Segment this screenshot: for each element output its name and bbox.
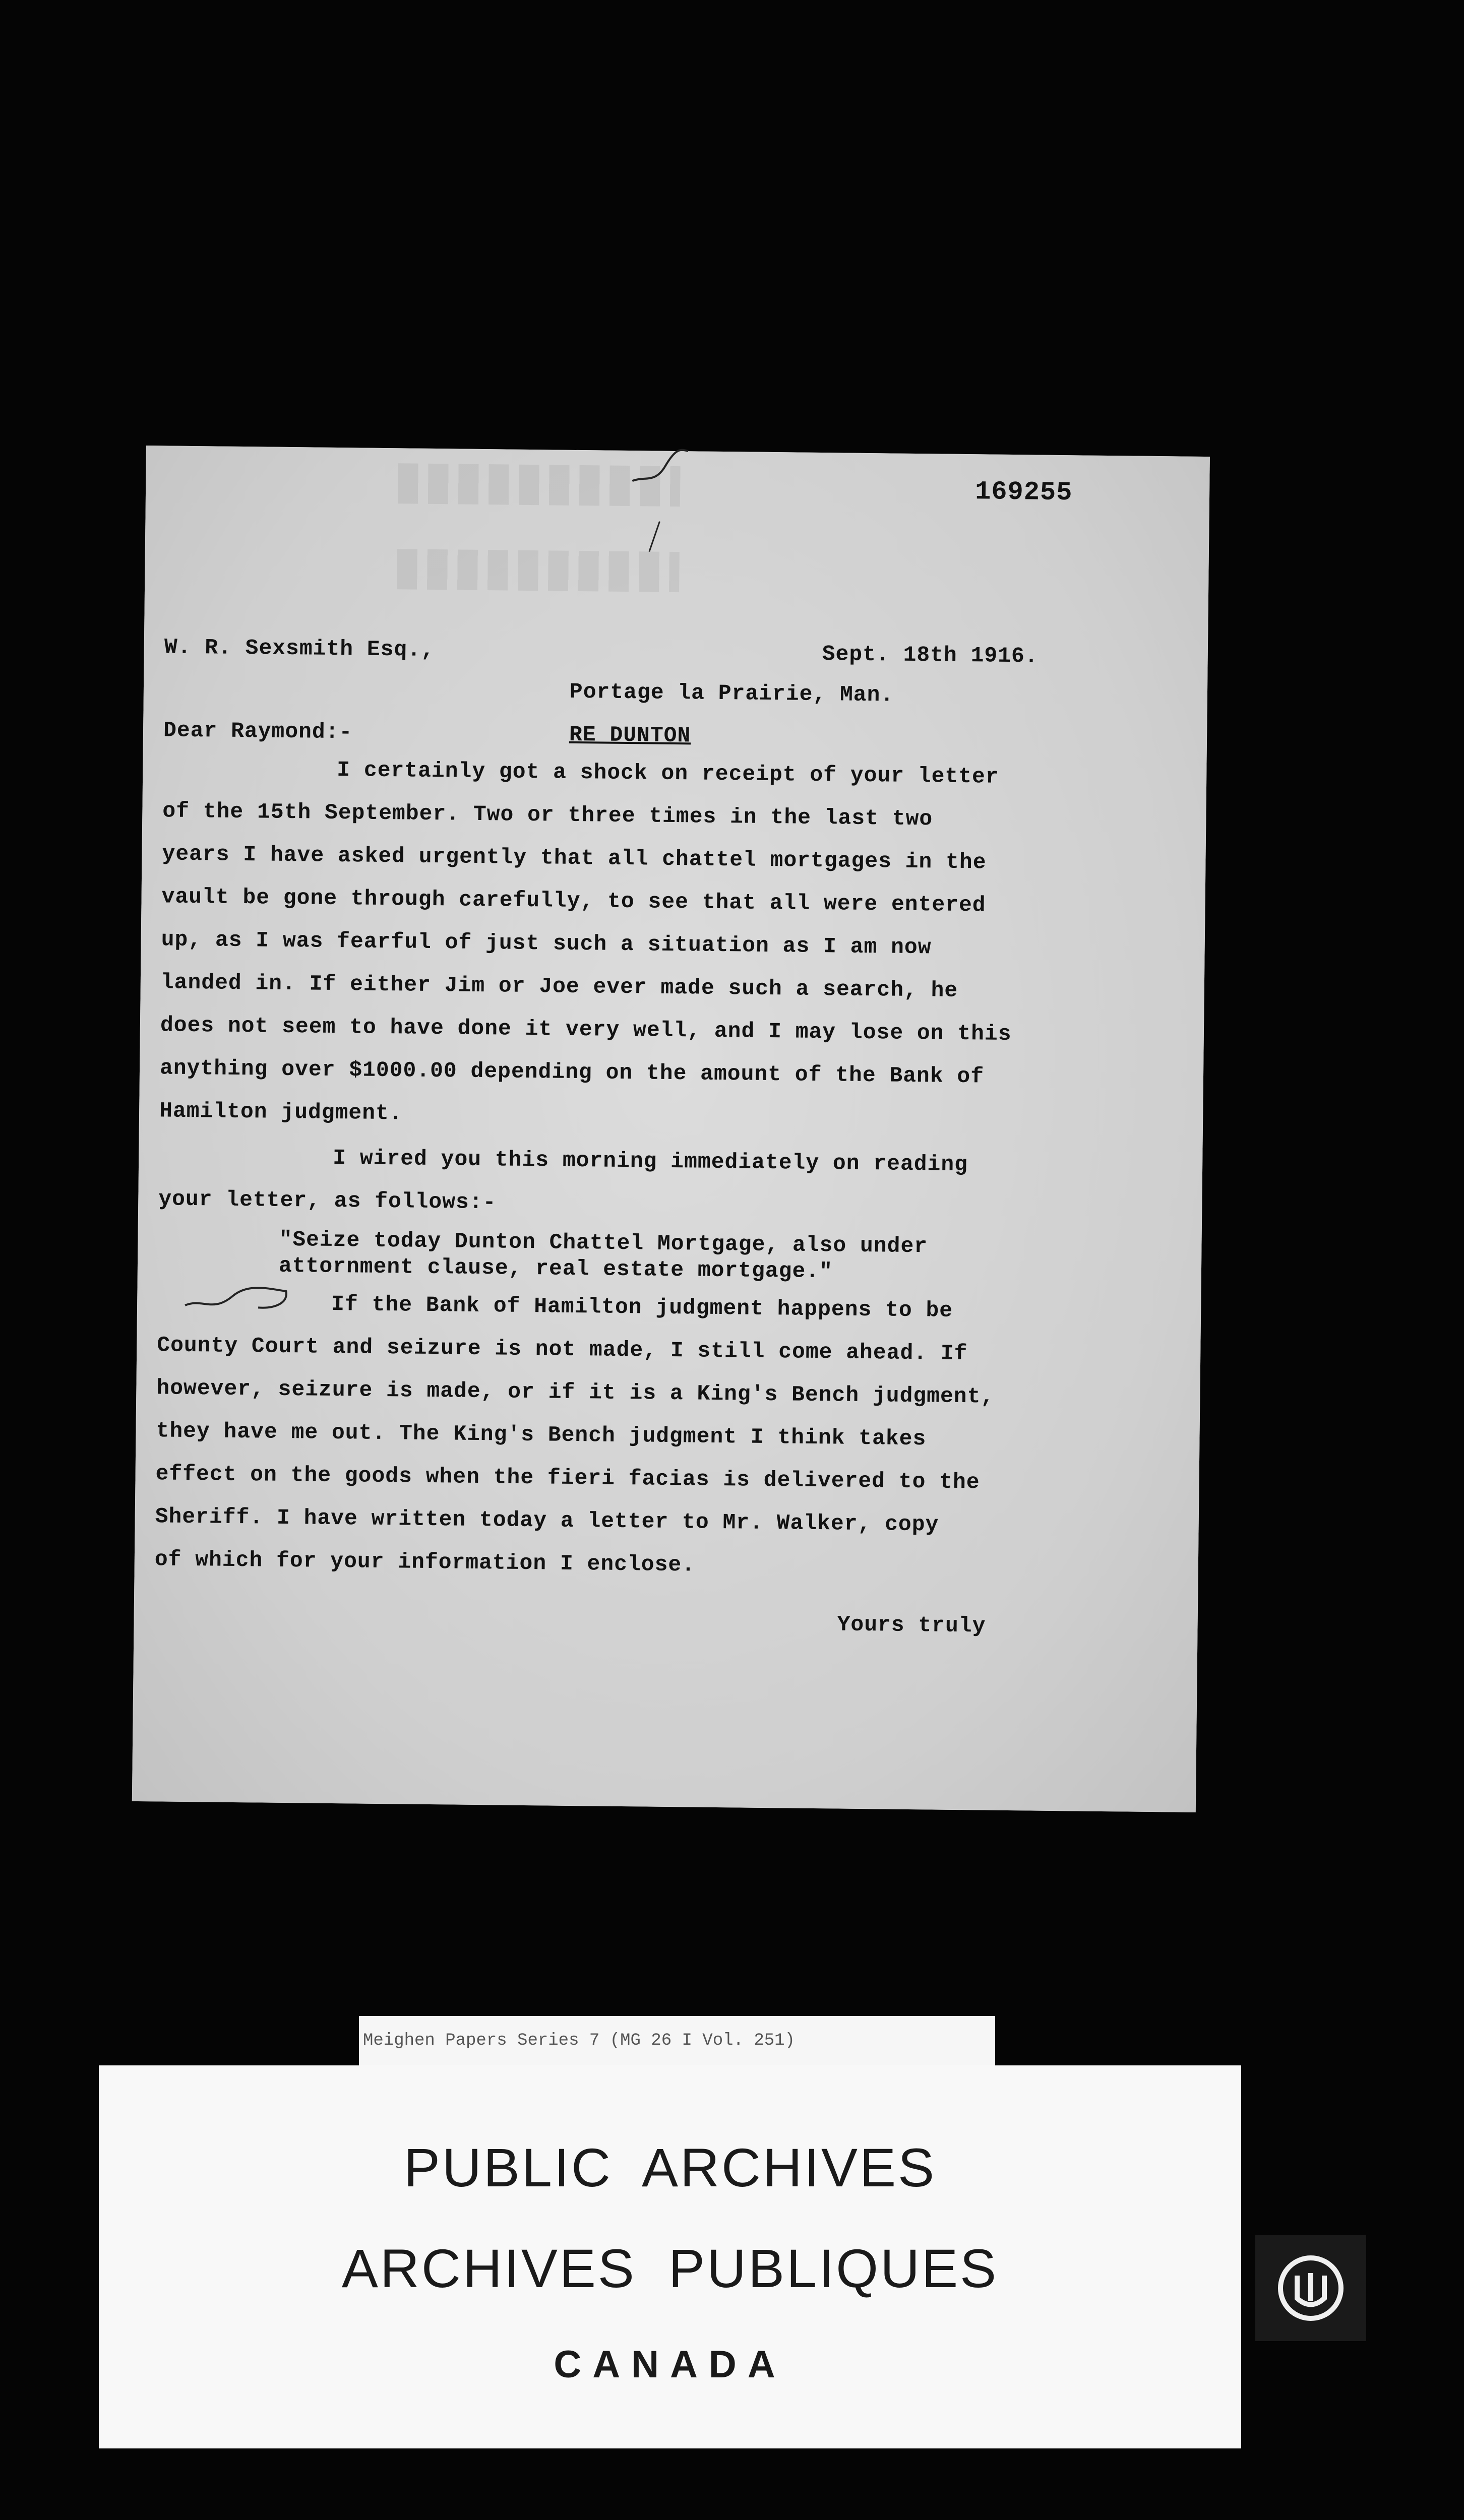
recipient-address: Portage la Prairie, Man. [569,679,894,708]
pen-mark-top [630,446,691,491]
telegram-quote [279,1227,928,1286]
paragraph-line: however, seizure is made, or if it is a King's Bench judgment, [156,1375,995,1409]
paragraph-3 [154,1290,1014,1599]
letter-date: Sept. 18th 1916. [822,642,1039,669]
paragraph-line: vault be gone through carefully, to see that all were entered [161,884,986,918]
paragraph-line: does not seem to have done it very well, and I may lose on this [160,1013,1012,1047]
paragraph-line: landed in. If either Jim or Joe ever made such a search, he [160,970,958,1003]
paragraph-1 [159,755,1020,1150]
paragraph-line: I wired you this morning immediately on reading [332,1145,968,1177]
paragraph-line: up, as I was fearful of just such a situation as I am now [161,927,932,960]
recipient-name: W. R. Sexsmith Esq., [164,635,435,663]
archive-title-en: PUBLIC ARCHIVES [403,2137,937,2198]
paragraph-line: I certainly got a shock on receipt of your letter [337,757,999,789]
paragraph-line: your letter, as follows:- [158,1186,497,1215]
quote-line: attornment clause, real estate mortgage." [278,1253,833,1284]
quote-line: "Seize today Dunton Chattel Mortgage, also under [279,1227,928,1259]
paragraph-line: they have me out. The King's Bench judgment I think takes [156,1418,927,1452]
paragraph-line: Sheriff. I have written today a letter to Mr. Walker, copy [155,1504,939,1537]
archive-country: CANADA [554,2343,786,2386]
archives-card [99,2065,1241,2448]
document-number: 169255 [974,477,1073,508]
paragraph-line: effect on the goods when the fieri facias is delivered to the [155,1461,980,1495]
paragraph-line: If the Bank of Hamilton judgment happens to be [331,1291,953,1323]
series-label: Meighen Papers Series 7 (MG 26 I Vol. 251) [359,2016,995,2065]
paragraph-2 [158,1144,1016,1238]
paragraph-line: of the 15th September. Two or three times in the last two [162,798,933,832]
paragraph-line: anything over $1000.00 depending on the amount of the Bank of [159,1055,985,1089]
closing: Yours truly [837,1612,986,1639]
archive-title-fr: ARCHIVES PUBLIQUES [341,2238,999,2299]
archives-canada-logo-icon [1255,2235,1366,2341]
paragraph-line: of which for your information I enclose. [154,1547,696,1578]
salutation: Dear Raymond:- [163,718,353,745]
paragraph-line: County Court and seizure is not made, I still come ahead. If [157,1333,968,1366]
paragraph-line: years I have asked urgently that all chattel mortgages in the [162,841,987,875]
subject-line: RE DUNTON [569,722,691,748]
letter-page [132,446,1210,1812]
paragraph-line: Hamilton judgment. [159,1098,403,1126]
